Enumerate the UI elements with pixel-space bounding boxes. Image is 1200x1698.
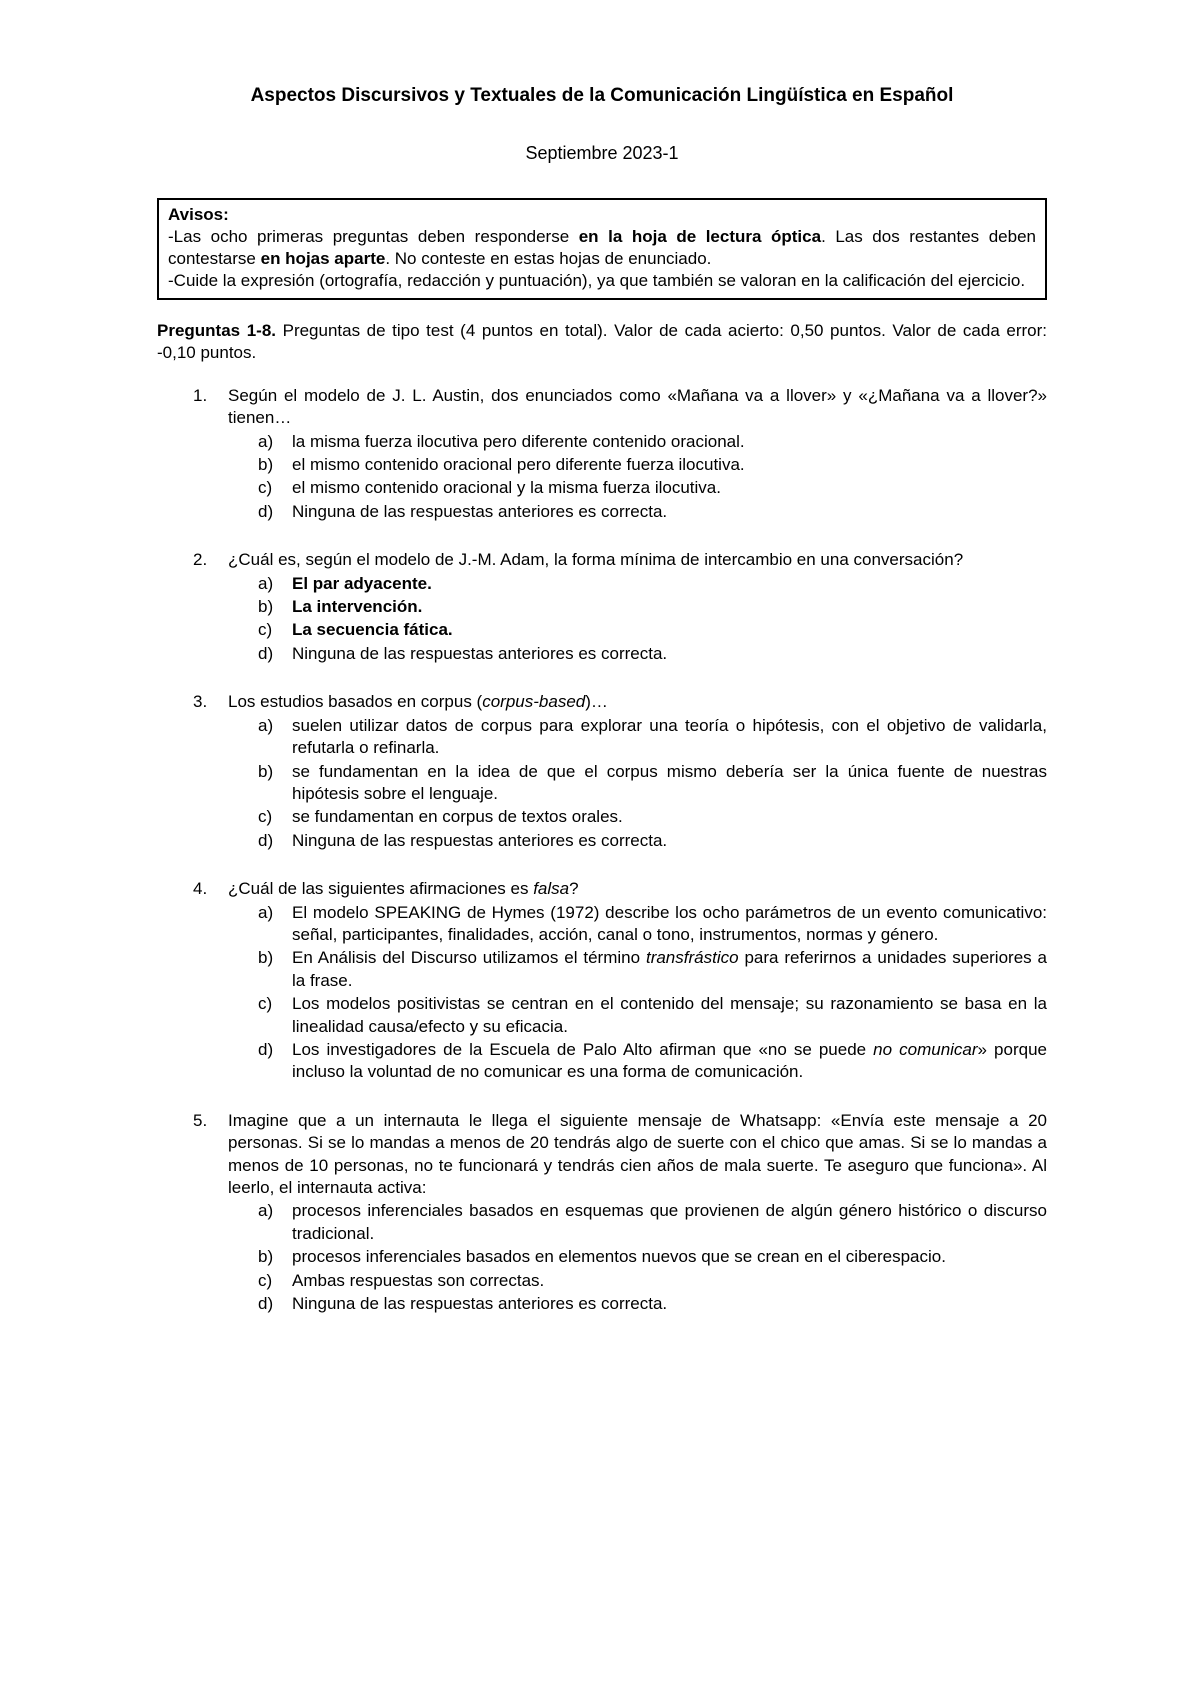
text-segment: corpus-based bbox=[482, 692, 586, 712]
option-text bbox=[292, 1293, 1047, 1315]
option-text bbox=[292, 454, 1047, 476]
answer-option bbox=[193, 715, 1047, 760]
notices-text bbox=[168, 226, 1036, 292]
text-segment: Los modelos positivistas se centran en el contenido del mensaje; su razonamiento se basa en la linealidad causa/efecto y su eficacia. bbox=[292, 994, 1047, 1036]
option-text bbox=[292, 830, 1047, 852]
answer-option bbox=[193, 806, 1047, 828]
option-letter: a) bbox=[258, 715, 274, 735]
text-segment: se fundamentan en la idea de que el corpus mismo debería ser la única fuente de nuestras hipótesis sobre el lenguaje. bbox=[292, 761, 1047, 803]
text-segment: Ninguna de las respuestas anteriores es correcta. bbox=[292, 643, 668, 663]
text-segment: Los estudios basados en corpus ( bbox=[228, 692, 483, 712]
answer-option bbox=[193, 1200, 1047, 1245]
option-letter: d) bbox=[258, 1294, 274, 1314]
text-segment: el mismo contenido oracional pero diferente fuerza ilocutiva. bbox=[292, 455, 745, 475]
document-title: Aspectos Discursivos y Textuales de la Comunicación Lingüística en Español bbox=[250, 85, 954, 106]
option-text bbox=[292, 993, 1047, 1038]
answer-option bbox=[193, 477, 1047, 499]
answer-option bbox=[193, 454, 1047, 476]
notice-paragraph bbox=[168, 270, 1036, 292]
answer-option bbox=[193, 902, 1047, 947]
text-segment: -Las ocho primeras preguntas deben responderse bbox=[168, 227, 579, 246]
answer-option bbox=[193, 1270, 1047, 1292]
text-segment: procesos inferenciales basados en elementos nuevos que se crean en el ciberespacio. bbox=[292, 1247, 946, 1267]
answer-option bbox=[193, 993, 1047, 1038]
text-segment: )… bbox=[585, 692, 608, 712]
text-segment: ¿Cuál de las siguientes afirmaciones es bbox=[228, 879, 534, 899]
notice-paragraph bbox=[168, 226, 1036, 270]
text-segment: en la hoja de lectura óptica bbox=[578, 227, 822, 246]
option-letter: a) bbox=[258, 1201, 274, 1221]
text-segment: . No conteste en estas hojas de enunciado. bbox=[385, 249, 712, 268]
option-letter: c) bbox=[258, 807, 273, 827]
option-text bbox=[292, 715, 1047, 760]
questions bbox=[157, 385, 1047, 1316]
text-segment: . Las dos restantes deben contestarse bbox=[168, 227, 1036, 268]
option-text bbox=[292, 1270, 1047, 1292]
option-text bbox=[292, 1039, 1047, 1084]
text-segment: Imagine que a un internauta le llega el siguiente mensaje de Whatsapp: «Envía este mensaje a 20 personas. Si se lo mandas a menos de 20 tendrás algo de suerte con el chico que amas. Si se lo mandas a menos de 10 personas, no te funcionará y tendrás cien años de mala suerte. Te aseguro que funciona». Al leerlo, el internauta activa: bbox=[228, 1110, 1047, 1197]
question-number: 5. bbox=[193, 1110, 208, 1130]
question-number: 2. bbox=[193, 550, 208, 570]
question-number: 1. bbox=[193, 385, 208, 405]
question-text bbox=[228, 878, 1047, 900]
option-letter: d) bbox=[258, 643, 274, 663]
text-segment: El modelo SPEAKING de Hymes (1972) describe los ocho parámetros de un evento comunicativo: señal, participantes, finalidades, acción, canal o tono, instrumentos, normas y género. bbox=[292, 902, 1047, 944]
answer-option bbox=[193, 573, 1047, 595]
text-segment: Los investigadores de la Escuela de Palo Alto afirman que «no se puede bbox=[292, 1039, 874, 1059]
text-segment: Preguntas 1-8. bbox=[157, 321, 277, 340]
text-segment: La intervención. bbox=[292, 597, 423, 617]
text-segment: el mismo contenido oracional y la misma fuerza ilocutiva. bbox=[292, 478, 721, 498]
question-text bbox=[228, 385, 1047, 430]
text-segment: Ambas respuestas son correctas. bbox=[292, 1270, 545, 1290]
text-segment: no comunicar bbox=[873, 1039, 978, 1059]
option-text bbox=[292, 806, 1047, 828]
option-text bbox=[292, 573, 1047, 595]
question bbox=[157, 549, 1047, 665]
answer-option bbox=[193, 619, 1047, 641]
question-head bbox=[193, 1110, 1047, 1200]
text-segment: -Cuide la expresión (ortografía, redacción y puntuación), ya que también se valoran en la calificación del ejercicio. bbox=[168, 271, 1026, 290]
question bbox=[157, 691, 1047, 852]
text-segment: En Análisis del Discurso utilizamos el término bbox=[292, 948, 646, 968]
option-letter: c) bbox=[258, 478, 273, 498]
option-letter: c) bbox=[258, 620, 273, 640]
text-segment: se fundamentan en corpus de textos orales. bbox=[292, 807, 623, 827]
text-segment: ¿Cuál es, según el modelo de J.-M. Adam, la forma mínima de intercambio en una conversación? bbox=[228, 550, 964, 570]
text-segment: Ninguna de las respuestas anteriores es correcta. bbox=[292, 830, 668, 850]
intro-paragraph bbox=[157, 320, 1047, 365]
text-segment: transfrástico bbox=[645, 948, 739, 968]
question-head bbox=[193, 878, 1047, 900]
text-segment: La secuencia fática. bbox=[292, 620, 453, 640]
text-segment: Ninguna de las respuestas anteriores es correcta. bbox=[292, 501, 668, 521]
answer-option bbox=[193, 1293, 1047, 1315]
option-letter: b) bbox=[258, 455, 274, 475]
option-letter: b) bbox=[258, 761, 274, 781]
answer-option bbox=[193, 830, 1047, 852]
document-subtitle: Septiembre 2023-1 bbox=[525, 143, 679, 163]
question-number: 4. bbox=[193, 879, 208, 899]
question-head bbox=[193, 549, 1047, 571]
option-text bbox=[292, 477, 1047, 499]
text-segment: para referirnos a unidades superiores a la frase. bbox=[292, 948, 1048, 990]
text-segment: Ninguna de las respuestas anteriores es correcta. bbox=[292, 1294, 668, 1314]
option-text bbox=[292, 761, 1047, 806]
notices-box bbox=[157, 198, 1047, 300]
question-head bbox=[193, 691, 1047, 713]
question bbox=[157, 385, 1047, 523]
option-letter: b) bbox=[258, 1247, 274, 1267]
text-segment: suelen utilizar datos de corpus para explorar una teoría o hipótesis, con el objetivo de validarla, refutarla o refinarla. bbox=[292, 715, 1047, 758]
question-text bbox=[228, 691, 1047, 713]
answer-option bbox=[193, 431, 1047, 453]
option-letter: d) bbox=[258, 501, 274, 521]
option-text bbox=[292, 431, 1047, 453]
option-letter: a) bbox=[258, 431, 274, 451]
option-letter: c) bbox=[258, 994, 273, 1014]
option-text bbox=[292, 1246, 1047, 1268]
question-head bbox=[193, 385, 1047, 430]
answer-option bbox=[193, 501, 1047, 523]
answer-option bbox=[193, 947, 1047, 992]
option-letter: c) bbox=[258, 1270, 273, 1290]
question-number: 3. bbox=[193, 692, 208, 712]
option-text bbox=[292, 501, 1047, 523]
question-text bbox=[228, 1110, 1047, 1200]
text-segment: Según el modelo de J. L. Austin, dos enunciados como «Mañana va a llover» y «¿Mañana va a llover?» tienen… bbox=[228, 385, 1047, 428]
text-segment: en hojas aparte bbox=[260, 249, 386, 268]
notices-heading: Avisos: bbox=[168, 205, 229, 224]
option-letter: b) bbox=[258, 597, 274, 617]
text-segment: procesos inferenciales basados en esquemas que provienen de algún género histórico o discurso tradicional. bbox=[292, 1201, 1047, 1243]
option-letter: a) bbox=[258, 573, 274, 593]
question bbox=[157, 878, 1047, 1084]
option-text bbox=[292, 619, 1047, 641]
text-segment: ? bbox=[569, 879, 579, 899]
answer-option bbox=[193, 1039, 1047, 1084]
text-segment: El par adyacente. bbox=[292, 573, 432, 593]
option-letter: b) bbox=[258, 948, 274, 968]
answer-option bbox=[193, 643, 1047, 665]
question-text bbox=[228, 549, 1047, 571]
option-letter: a) bbox=[258, 902, 274, 922]
option-letter: d) bbox=[258, 1039, 274, 1059]
question bbox=[157, 1110, 1047, 1316]
option-text bbox=[292, 596, 1047, 618]
text-segment: falsa bbox=[533, 879, 570, 899]
text-segment: » porque incluso la voluntad de no comunicar es una forma de comunicación. bbox=[292, 1039, 1047, 1082]
text-segment: la misma fuerza ilocutiva pero diferente contenido oracional. bbox=[292, 431, 745, 451]
option-letter: d) bbox=[258, 830, 274, 850]
answer-option bbox=[193, 1246, 1047, 1268]
option-text bbox=[292, 643, 1047, 665]
option-text bbox=[292, 902, 1047, 947]
option-text bbox=[292, 947, 1047, 992]
text-segment: Preguntas de tipo test (4 puntos en total). Valor de cada acierto: 0,50 puntos. Valor de cada error: -0,10 puntos. bbox=[157, 321, 1047, 363]
answer-option bbox=[193, 596, 1047, 618]
option-text bbox=[292, 1200, 1047, 1245]
answer-option bbox=[193, 761, 1047, 806]
